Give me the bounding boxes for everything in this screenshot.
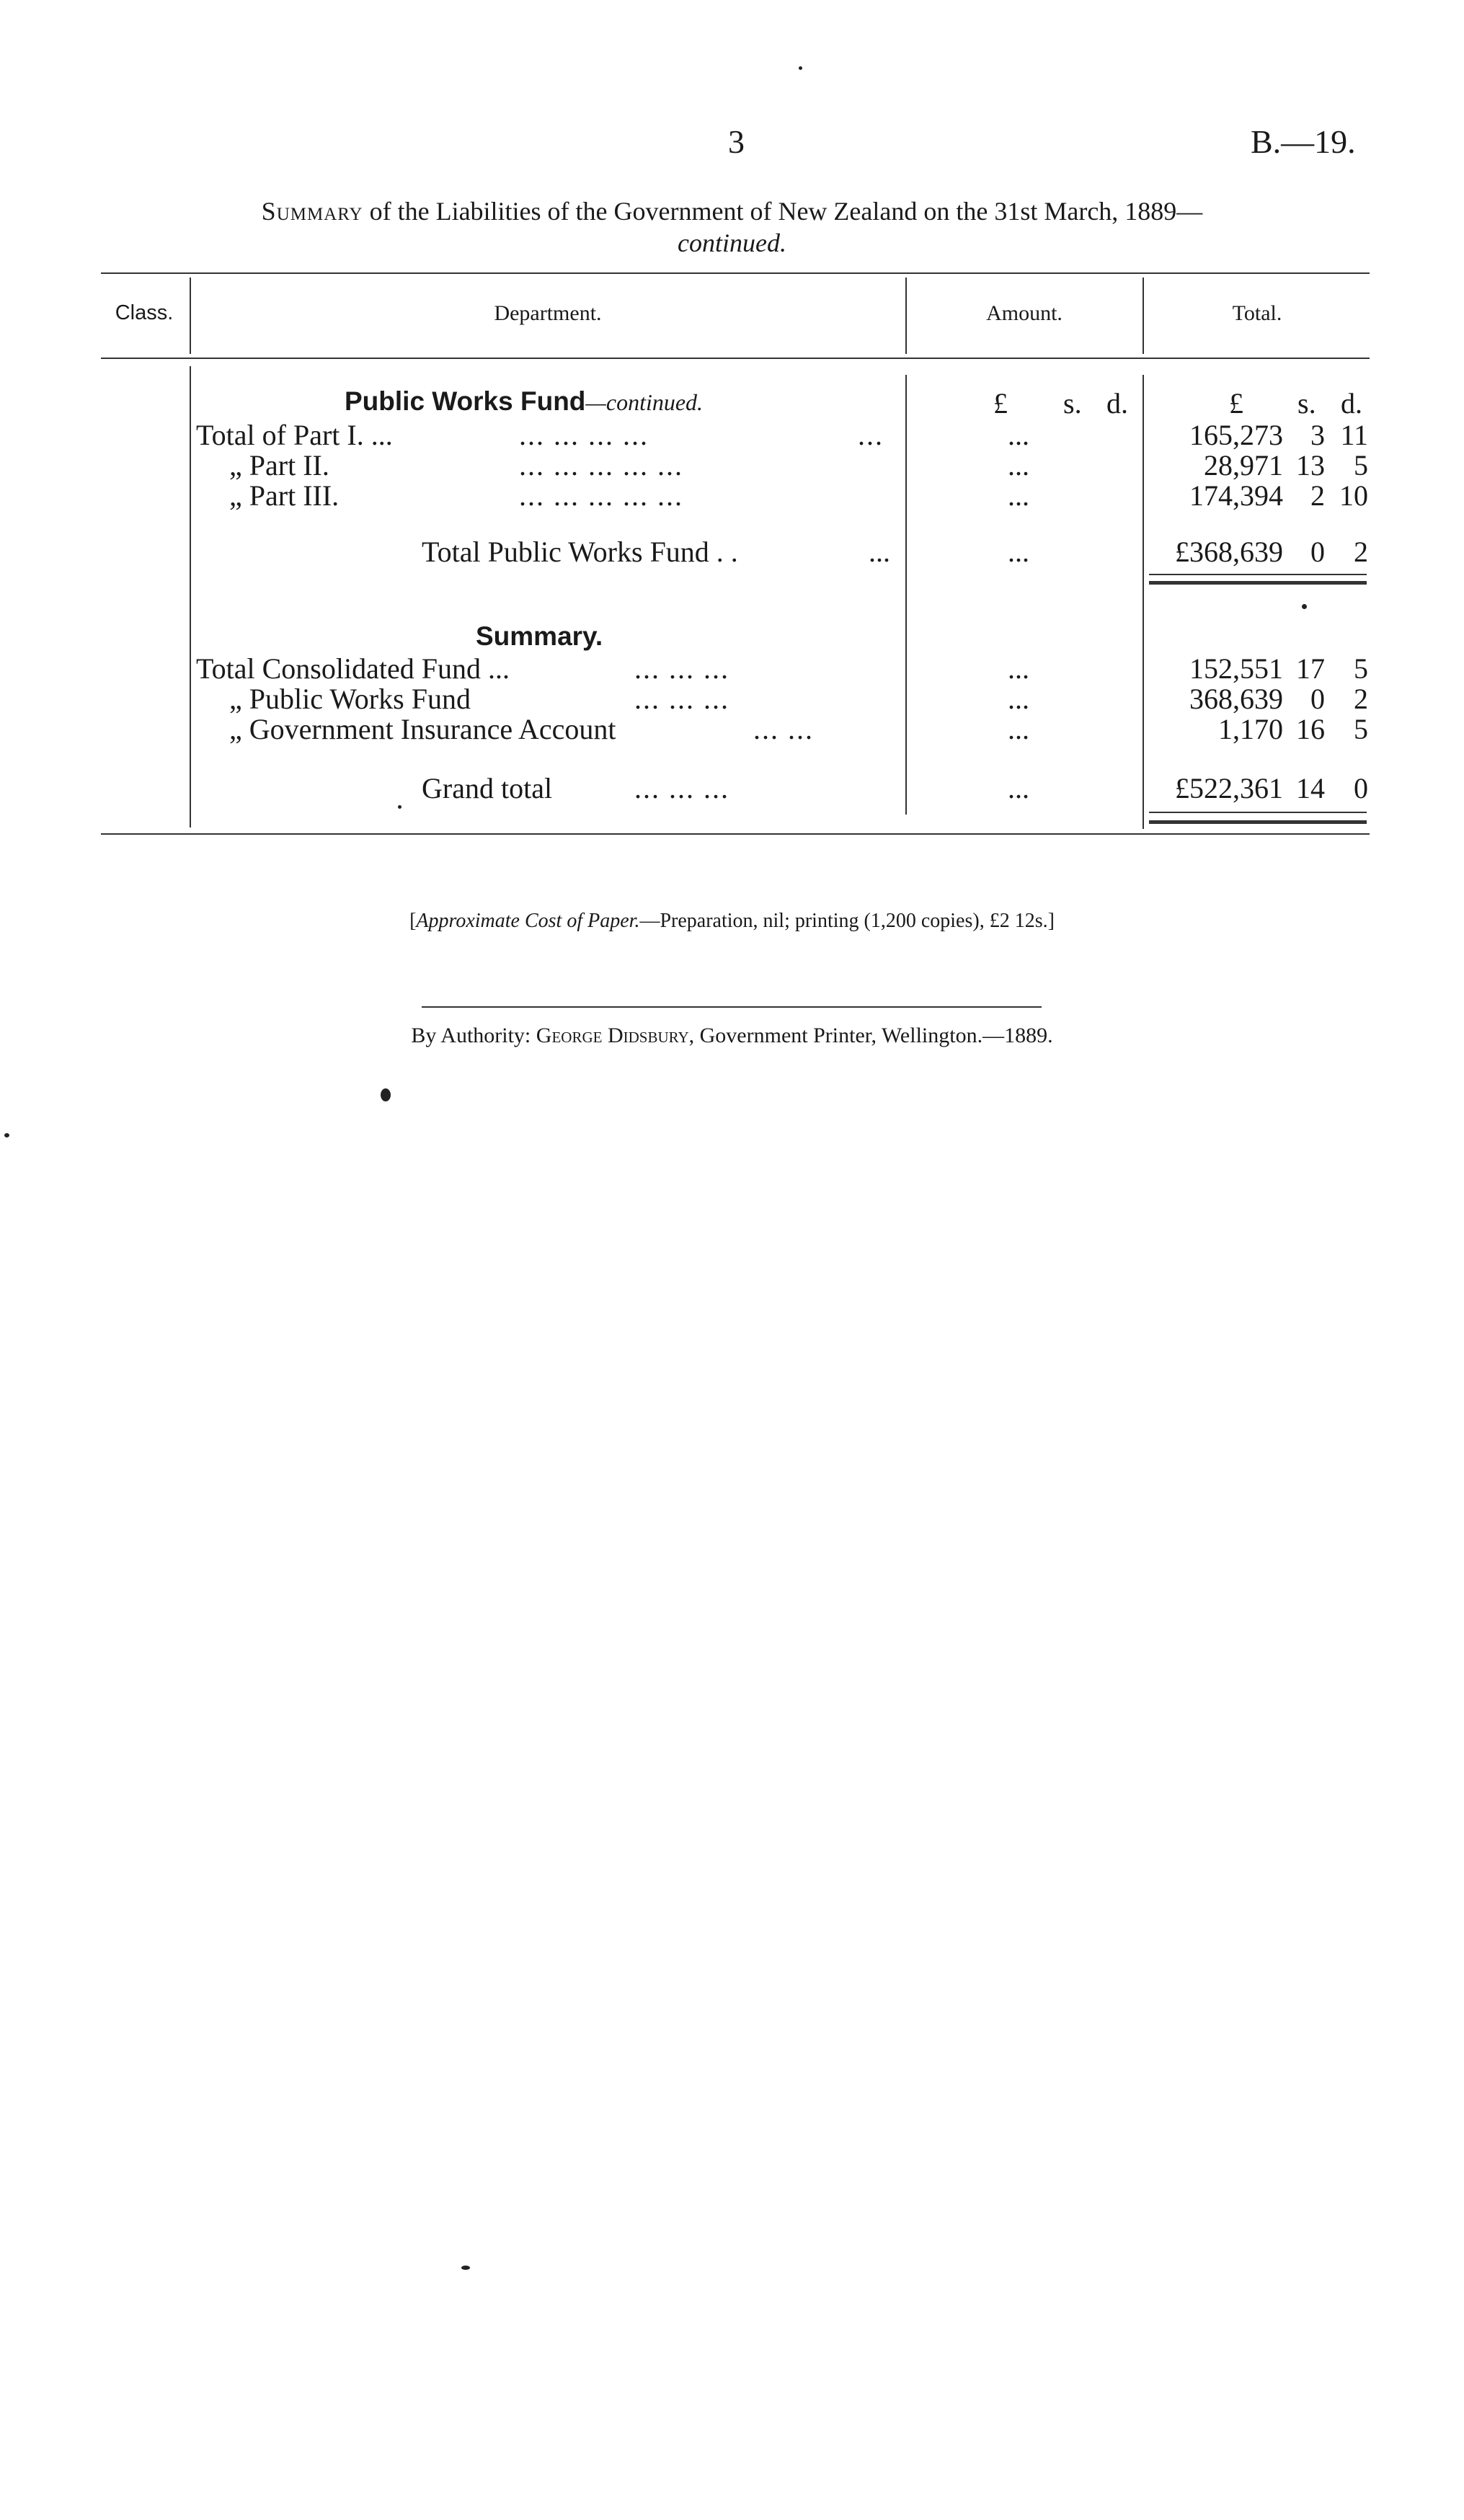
row-label: Total of Part I. ...: [196, 419, 393, 451]
amount-shilling-unit: s.: [1063, 387, 1082, 420]
leader-dots: ... ... ... ...: [519, 419, 649, 451]
total-pence: 2: [1354, 683, 1368, 715]
section-heading-row: [0, 621, 1464, 653]
total-pence: 5: [1354, 449, 1368, 482]
summary-heading: Summary.: [476, 621, 603, 651]
total-pence-unit: d.: [1341, 387, 1362, 420]
total-shillings: 16: [1296, 713, 1325, 745]
leader-dots: ... ... ...: [634, 683, 729, 715]
row-label: „ Part III.: [229, 479, 340, 512]
column-header-class: Class.: [115, 301, 174, 324]
total-shillings: 3: [1310, 419, 1325, 451]
subtotal-label: Total Public Works Fund . .: [422, 536, 738, 568]
total-shillings: 0: [1310, 536, 1325, 568]
grand-total-label: Grand total: [422, 772, 553, 804]
total-pence: 10: [1339, 479, 1368, 512]
leader-dots: ... ... ... ... ...: [519, 479, 683, 512]
authority-rule: [422, 1006, 1042, 1008]
leader-dots: ... ...: [753, 713, 814, 745]
total-pence: 11: [1340, 419, 1368, 451]
row-label: „ Government Insurance Account: [229, 713, 616, 745]
leader-dots: ...: [869, 536, 890, 568]
footnote-italic: Approximate Cost of Paper.: [416, 910, 640, 932]
title-continued: continued.: [678, 229, 786, 257]
total-pence: 0: [1354, 772, 1368, 804]
authority-rest: , Government Printer, Wellington.—1889.: [688, 1024, 1053, 1047]
leader-dots: ... ... ... ... ...: [519, 449, 683, 482]
grand-total-rule-thick: [1149, 820, 1367, 824]
total-pounds: 368,639: [1189, 683, 1283, 715]
total-pounds: £368,639: [1175, 536, 1283, 568]
column-header-amount: Amount.: [986, 301, 1062, 325]
total-shillings: 17: [1296, 652, 1325, 685]
document-reference: B.—19.: [1251, 123, 1356, 160]
amount-pence-unit: d.: [1106, 387, 1128, 420]
amount-value: ...: [1008, 713, 1029, 745]
subtotal-row: [0, 535, 1464, 567]
leader-dots: ... ... ...: [634, 652, 729, 685]
table-row: [0, 712, 1464, 744]
amount-pound-unit: £: [993, 387, 1008, 420]
total-pounds: 165,273: [1189, 419, 1283, 451]
total-shillings: 2: [1310, 479, 1325, 512]
page-number: 3: [728, 123, 745, 160]
amount-value: ...: [1008, 536, 1029, 568]
footnote-rest: —Preparation, nil; printing (1,200 copies), £2 12s.: [639, 910, 1048, 932]
scan-speck: [1302, 604, 1307, 609]
total-pence: 5: [1354, 713, 1368, 745]
grand-total-row: [0, 771, 1464, 803]
leader-dots: ... ... ...: [634, 772, 729, 804]
title-rest: of the Liabilities of the Government of New Zealand on the 31st March, 1889—: [363, 197, 1203, 226]
scan-speck: [799, 66, 802, 70]
scan-speck: [461, 2266, 470, 2270]
total-shillings: 13: [1296, 449, 1325, 482]
printer-authority: [0, 1024, 1464, 1048]
title-lead: Summary: [261, 197, 363, 226]
section-heading: Public Works Fund—continued.: [345, 386, 704, 416]
table-bottom-rule: [101, 833, 1370, 835]
total-pounds: 1,170: [1218, 713, 1283, 745]
table-row: [0, 652, 1464, 683]
printer-name: George Didsbury: [536, 1024, 689, 1047]
amount-value: ...: [1008, 772, 1029, 804]
row-label: „ Part II.: [229, 449, 329, 482]
class-divider-header: [190, 278, 191, 354]
table-row: [0, 682, 1464, 714]
total-shilling-unit: s.: [1297, 387, 1316, 420]
total-pounds: 28,971: [1204, 449, 1283, 482]
table-row: [0, 479, 1464, 510]
total-pounds: 152,551: [1189, 652, 1283, 685]
scan-speck: [4, 1133, 9, 1137]
subtotal-rule: [1149, 574, 1367, 575]
table-row: [0, 418, 1464, 450]
total-pence: 5: [1354, 652, 1368, 685]
page-title: [0, 196, 1464, 226]
total-pounds: £522,361: [1175, 772, 1283, 804]
total-pound-unit: £: [1229, 387, 1243, 420]
amount-value: ...: [1008, 479, 1029, 512]
leader-dots: ...: [858, 419, 884, 451]
amount-value: ...: [1008, 652, 1029, 685]
authority-lead: By Authority:: [411, 1024, 536, 1047]
scan-speck: [398, 805, 402, 809]
amount-value: ...: [1008, 449, 1029, 482]
total-pence: 2: [1354, 536, 1368, 568]
table-row: [0, 448, 1464, 480]
total-shillings: 0: [1310, 683, 1325, 715]
column-header-total: Total.: [1232, 301, 1282, 325]
amount-value: ...: [1008, 683, 1029, 715]
amount-value: ...: [1008, 419, 1029, 451]
grand-total-rule: [1149, 812, 1367, 813]
subtotal-rule-thick: [1149, 581, 1367, 585]
amount-divider-header: [1143, 278, 1144, 354]
column-header-department: Department.: [494, 301, 602, 325]
row-label: „ Public Works Fund: [229, 683, 471, 715]
section-heading-row: [0, 386, 1464, 418]
table-top-rule: [101, 272, 1370, 274]
table-header-rule: [101, 358, 1370, 359]
row-label: Total Consolidated Fund ...: [196, 652, 510, 685]
scan-speck: [381, 1088, 391, 1101]
cost-footnote: [Approximate Cost of Paper.—Preparation, nil; printing (1,200 copies), £2 12s.]: [409, 910, 1055, 932]
total-shillings: 14: [1296, 772, 1325, 804]
total-pounds: 174,394: [1189, 479, 1283, 512]
